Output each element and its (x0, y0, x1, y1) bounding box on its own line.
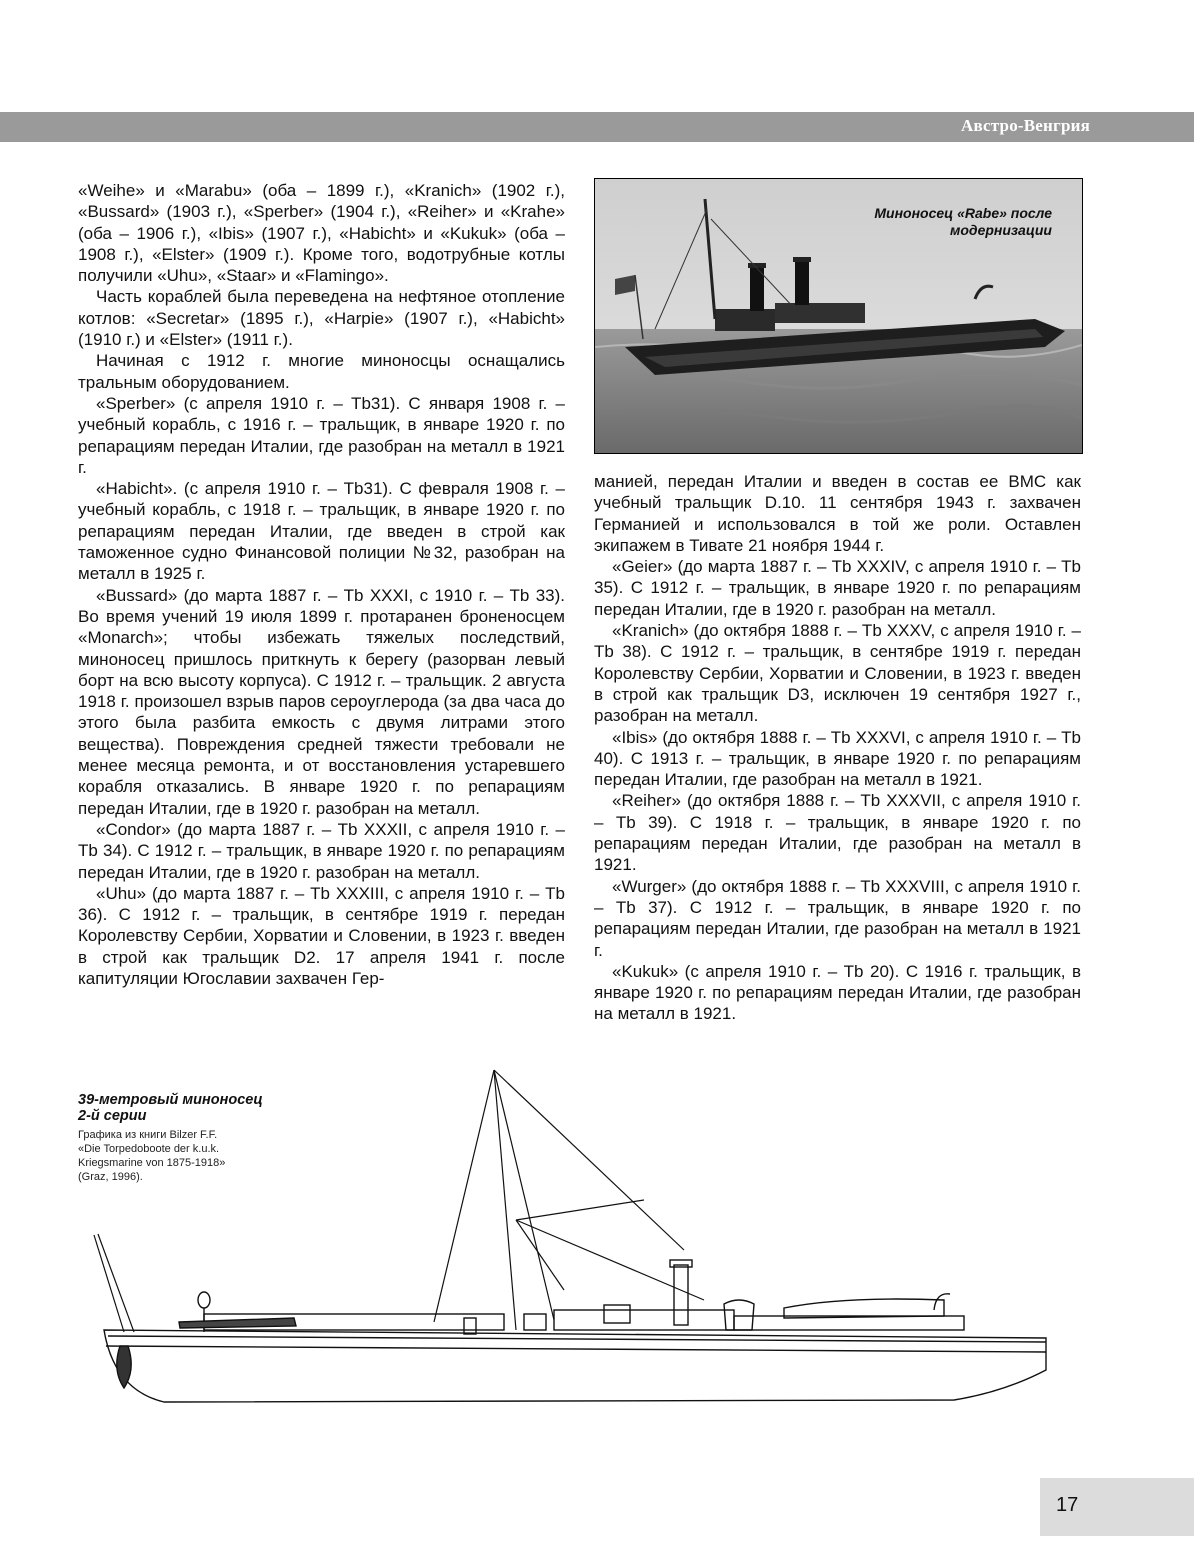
page-number-box (1040, 1478, 1194, 1536)
right-text-column (594, 471, 1081, 1025)
paragraph: «Habicht». (с апреля 1910 г. – Tb31). С февраля 1908 г. – учебный корабль, с 1918 г. – тральщик, в январе 1920 г. по репарациям передан Италии, где введен в строй как таможенное судно Финансовой полиции №32, разобран на металл в 1925 г. (78, 479, 565, 584)
section-header-band (0, 112, 1194, 142)
drawing-caption (78, 1092, 298, 1184)
paragraph: Начиная с 1912 г. многие миноносцы оснащались тральным оборудованием. (78, 351, 565, 392)
paragraph: «Uhu» (до марта 1887 г. – Tb XXXIII, с апреля 1910 г. – Tb 36). С 1912 г. – тральщик, в сентябре 1919 г. передан Королевству Сербии, Хорватии и Словении, в 1923 г. введен в строй как тральщик D2. 17 апреля 1941 г. после капитуляции Югославии захвачен Гер- (78, 883, 565, 988)
paragraph: Часть кораблей была переведена на нефтяное отопление котлов: «Secretar» (1895 г.), «Harpie» (1907 г.), «Habicht» (1910 г.) и «Elster» (1911 г.). (78, 287, 565, 350)
paragraph: манией, передан Италии и введен в состав ее ВМС как учебный тральщик D.10. 11 сентября 1943 г. захвачен Германией и использовался в той же роли. Оставлен экипажем в Тивате 21 ноября 1944 г. (594, 472, 1081, 555)
section-title: Австро-Венгрия (960, 116, 1090, 135)
ship-photo (594, 178, 1083, 454)
paragraph: «Geier» (до марта 1887 г. – Tb XXXIV, с апреля 1910 г. – Tb 35). С 1912 г. – тральщик, в январе 1920 г. по репарациям передан Италии, где в 1920 г. разобран на металл. (594, 557, 1081, 619)
paragraph: «Kukuk» (с апреля 1910 г. – Tb 20). С 1916 г. тральщик, в январе 1920 г. по репарациям передан Италии, где разобран на металл в 1921. (594, 961, 1081, 1024)
drawing-title: 39-метровый миноносец 2-й серии (78, 1092, 263, 1124)
paragraph: «Kranich» (до октября 1888 г. – Tb XXXV, с апреля 1910 г. – Tb 38). С 1912 г. – тральщик, в сентябре 1919 г. передан Королевству Сербии, Хорватии и Словении, в 1923 г. введен в строй как тральщик D3, исключен 19 сентября 1927 г., разобран на металл. (594, 621, 1081, 726)
page-number: 17 (1056, 1494, 1079, 1516)
paragraph: «Reiher» (до октября 1888 г. – Tb XXXVII, с апреля 1910 г. – Tb 39). С 1918 г. – тральщик, в январе 1920 г. по репарациям передан Италии, где разобран на металл в 1921. (594, 791, 1081, 875)
photo-caption: Миноносец «Rabe» после модернизации (874, 205, 1052, 238)
paragraph: «Weihe» и «Marabu» (оба – 1899 г.), «Kranich» (1902 г.), «Bussard» (1903 г.), «Sperber» (1904 г.), «Reiher» и «Krahe» (оба – 1906 г.), «Ibis» (1907 г.), «Habicht» и «Kukuk» (оба – 1908 г.), «Elster» (1909 г.). Кроме того, водотрубные котлы получили «Uhu», «Staar» и «Flamingo». (78, 181, 565, 286)
paragraph: «Condor» (до марта 1887 г. – Tb XXXII, с апреля 1910 г. – Tb 34). С 1912 г. – тральщик, в январе 1920 г. по репарациям передан Италии, где в 1920 г. разобран на металл. (78, 819, 565, 882)
paragraph: «Wurger» (до октября 1888 г. – Tb XXXVIII, с апреля 1910 г. – Tb 37). С 1912 г. – тральщик, в январе 1920 г. по репарациям передан Италии, где разобран на металл в 1921 г. (594, 876, 1081, 960)
paragraph: «Ibis» (до октября 1888 г. – Tb XXXVI, с апреля 1910 г. – Tb 40). С 1913 г. – тральщик, в январе 1920 г. по репарациям передан Италии, где разобран на металл в 1921. (594, 727, 1081, 790)
drawing-credit: Графика из книги Bilzer F.F. «Die Torpedoboote der k.u.k. Kriegsmarine von 1875-1918» (Graz, 1996). (78, 1129, 226, 1183)
paragraph: «Sperber» (с апреля 1910 г. – Tb31). С января 1908 г. – учебный корабль, с 1916 г. – тральщик, в январе 1920 г. по репарациям передан Италии, где разобран на металл в 1921 г. (78, 393, 565, 477)
left-text-column (78, 180, 565, 989)
paragraph: «Bussard» (до марта 1887 г. – Tb XXXI, с 1910 г. – Tb 33). Во время учений 19 июля 1899 г. протаранен броненосцем «Monarch»; чтобы избежать тяжелых последствий, миноносец пришлось приткнуть к берегу (разорван левый борт на всю высоту корпуса). С 1912 г. – тральщик. 2 августа 1918 г. произошел взрыв паров сероуглерода (за два часа до этого была разбита емкость с двумя литрами этого вещества). Повреждения средней тяжести требовали не менее месяца ремонта, и от восстановления устаревшего корабля отказались. В январе 1920 г. по репарациям передан Италии, где в 1920 г. разобран на металл. (78, 585, 565, 818)
